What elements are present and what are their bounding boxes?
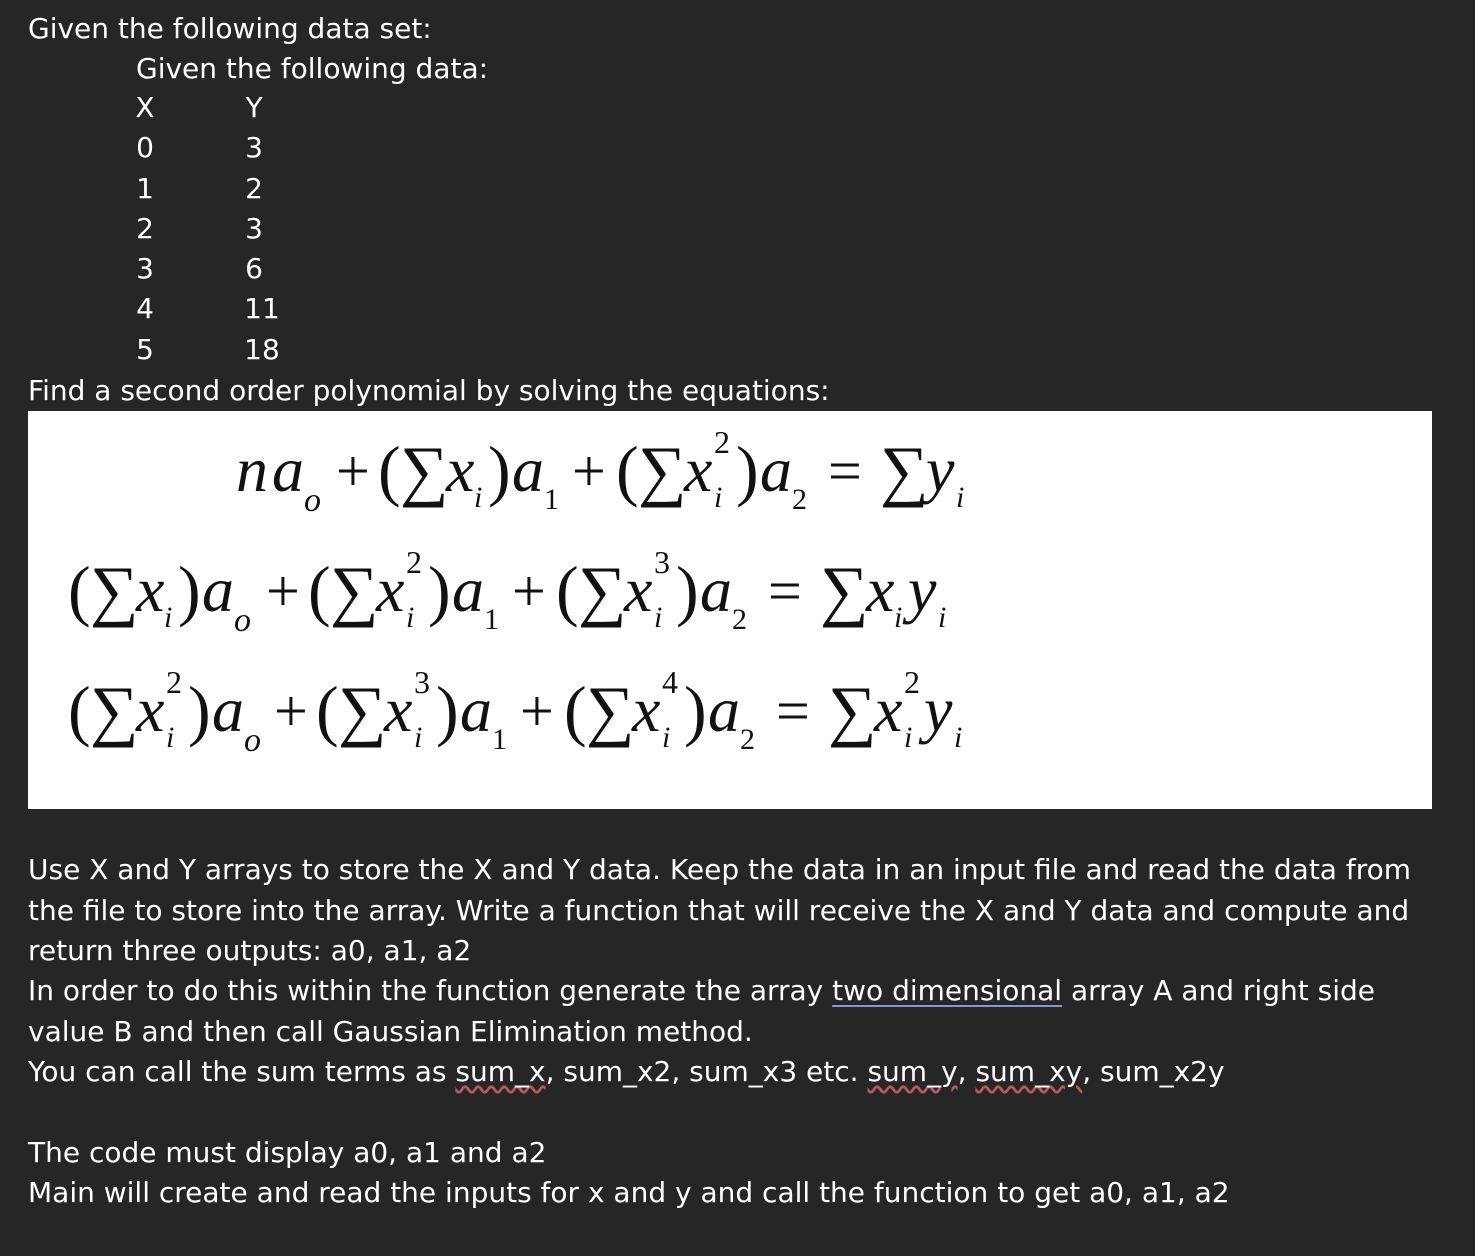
eq1-a1: a: [512, 434, 544, 505]
eq3-x-3-sub: i: [662, 721, 671, 754]
eq3-a0: a: [212, 674, 244, 745]
table-header-row: [128, 88, 308, 128]
eq2-sum-1: ∑: [90, 552, 139, 628]
instructions-line-6-mid: , sum_x2, sum_x3 etc.: [545, 1055, 868, 1088]
table-row: [128, 330, 308, 370]
eq1-paren-close-1: ): [488, 432, 511, 508]
eq3-x-2-sub: i: [414, 721, 423, 754]
eq2-paren-close-2: ): [428, 552, 451, 628]
equation-2: [68, 544, 946, 639]
eq2-equals: =: [768, 558, 802, 624]
eq3-x-4-pow: 2: [904, 664, 920, 700]
eq1-x-2-pow: 2: [714, 424, 730, 460]
eq2-paren-close-1: ): [178, 552, 201, 628]
eq2-paren-close-3: ): [676, 552, 699, 628]
table-row: [128, 209, 308, 249]
eq1-x-1-sub: i: [474, 481, 483, 514]
eq3-x-4-sub: i: [904, 721, 913, 754]
eq2-plus-1: +: [266, 558, 300, 624]
equations-figure: [28, 411, 1432, 809]
eq1-a2-sub: 2: [792, 483, 807, 516]
eq1-equals: =: [828, 438, 862, 504]
eq2-a2-sub: 2: [732, 603, 747, 636]
eq1-a-sub: o: [304, 482, 321, 519]
eq1-sum-2: ∑: [638, 432, 687, 508]
eq1-sum-3: ∑: [880, 432, 929, 508]
eq3-x-1-sub: i: [166, 721, 175, 754]
eq3-x-3: x: [632, 674, 661, 745]
equations-image: [28, 411, 1432, 809]
eq3-a1: a: [460, 674, 492, 745]
instructions-line-6-post: , sum_x2y: [1082, 1055, 1225, 1088]
cell-y: 18: [244, 332, 280, 366]
eq2-x-2-sub: i: [406, 601, 415, 634]
eq2-sum-4: ∑: [820, 552, 869, 628]
spell-flagged-sum-x[interactable]: sum_x: [455, 1055, 546, 1088]
eq2-x-3-pow: 3: [654, 544, 670, 580]
eq2-sum-2: ∑: [330, 552, 379, 628]
eq1-plus-1: +: [336, 438, 370, 504]
eq3-a2-sub: 2: [740, 723, 755, 756]
eq1-paren-open-1: (: [378, 432, 401, 508]
eq2-x-1-sub: i: [164, 601, 173, 634]
eq1-paren-open-2: (: [616, 432, 639, 508]
eq3-sum-1: ∑: [90, 672, 139, 748]
eq3-a0-sub: o: [244, 722, 261, 759]
cell-x: 4: [136, 292, 154, 326]
eq1-n: n: [236, 434, 268, 505]
eq3-a1-sub: 1: [492, 723, 507, 756]
eq3-sum-3: ∑: [586, 672, 635, 748]
eq2-a0: a: [202, 554, 234, 625]
intro-line-2: Given the following data:: [136, 52, 489, 85]
table-row: [128, 169, 308, 209]
eq3-paren-close-3: ): [684, 672, 707, 748]
eq3-y: y: [924, 674, 953, 745]
spell-flagged-sum-y[interactable]: sum_y: [867, 1055, 958, 1088]
eq3-y-sub: i: [954, 721, 963, 754]
grammar-flagged-phrase[interactable]: two dimensional: [832, 974, 1063, 1007]
instructions-line-4: [28, 971, 1375, 1012]
instructions-line-7: The code must display a0, a1 and a2: [28, 1136, 547, 1169]
eq3-paren-close-1: ): [188, 672, 211, 748]
instructions-line-6: [28, 1052, 1225, 1093]
instructions-line-5: value B and then call Gaussian Elimination method.: [28, 1015, 753, 1048]
eq1-x-2: x: [684, 434, 713, 505]
instructions-line-4-post: array A and right side: [1062, 974, 1375, 1007]
eq3-sum-2: ∑: [338, 672, 387, 748]
eq3-plus-1: +: [274, 678, 308, 744]
eq3-x-2-pow: 3: [414, 664, 430, 700]
eq1-paren-close-2: ): [736, 432, 759, 508]
eq2-a1-sub: 1: [484, 603, 499, 636]
cell-y: 3: [245, 131, 263, 165]
spell-flagged-sum-xy[interactable]: sum_xy: [975, 1055, 1083, 1088]
eq3-plus-2: +: [520, 678, 554, 744]
cell-y: 6: [245, 252, 263, 286]
eq1-a2: a: [760, 434, 792, 505]
eq3-x-2: x: [384, 674, 413, 745]
eq2-paren-open-1: (: [68, 552, 91, 628]
eq2-x-3-sub: i: [654, 601, 663, 634]
eq3-x-3-pow: 4: [662, 664, 678, 700]
eq3-sum-4: ∑: [828, 672, 877, 748]
eq1-sum-1: ∑: [400, 432, 449, 508]
instructions-line-4-pre: In order to do this within the function generate the array: [28, 974, 833, 1007]
eq1-plus-2: +: [572, 438, 606, 504]
equation-1: [236, 424, 964, 519]
cell-y: 2: [245, 171, 263, 205]
eq3-equals: =: [776, 678, 810, 744]
eq1-x-1: x: [446, 434, 475, 505]
instructions-line-3: return three outputs: a0, a1, a2: [28, 934, 472, 967]
cell-x: 5: [136, 332, 154, 366]
eq3-x-1-pow: 2: [166, 664, 182, 700]
eq3-a2: a: [708, 674, 740, 745]
eq1-a1-sub: 1: [544, 483, 559, 516]
cell-y: 3: [245, 211, 263, 245]
eq3-paren-close-2: ): [436, 672, 459, 748]
instructions-line-8: Main will create and read the inputs for x and y and call the function to get a0, a1, a2: [28, 1176, 1230, 1209]
eq2-x-3: x: [624, 554, 653, 625]
header-x: X: [135, 91, 155, 124]
eq2-sum-3: ∑: [578, 552, 627, 628]
eq3-paren-open-2: (: [316, 672, 339, 748]
header-y: Y: [245, 91, 263, 124]
instructions-line-1: Use X and Y arrays to store the X and Y data. Keep the data in an input file and read the data from: [28, 853, 1412, 886]
instructions-line-6-pre: You can call the sum terms as: [28, 1055, 456, 1088]
cell-y: 11: [244, 292, 280, 326]
eq2-a0-sub: o: [234, 602, 251, 639]
eq3-paren-open-1: (: [68, 672, 91, 748]
eq2-x-2-pow: 2: [406, 544, 422, 580]
equations-prompt: Find a second order polynomial by solving the equations:: [28, 374, 830, 407]
eq2-x-4: x: [866, 554, 895, 625]
cell-x: 3: [136, 252, 154, 286]
instructions-line-6-comma: ,: [957, 1055, 976, 1088]
eq2-x-4-sub: i: [894, 601, 903, 634]
table-row: [128, 128, 308, 168]
eq2-x-2: x: [376, 554, 405, 625]
eq2-a2: a: [700, 554, 732, 625]
eq2-plus-2: +: [512, 558, 546, 624]
eq2-y-sub: i: [938, 601, 947, 634]
eq2-paren-open-3: (: [556, 552, 579, 628]
cell-x: 0: [136, 131, 154, 165]
eq3-x-1: x: [136, 674, 165, 745]
eq1-y: y: [926, 434, 955, 505]
equation-3: [68, 664, 962, 759]
eq1-y-sub: i: [956, 481, 965, 514]
eq1-a: a: [272, 434, 304, 505]
eq3-x-4: x: [874, 674, 903, 745]
table-row: [128, 289, 308, 329]
eq1-x-2-sub: i: [714, 481, 723, 514]
cell-x: 2: [136, 211, 154, 245]
eq2-x-1: x: [136, 554, 165, 625]
eq3-paren-open-3: (: [564, 672, 587, 748]
table-row: [128, 249, 308, 289]
eq2-paren-open-2: (: [308, 552, 331, 628]
eq2-a1: a: [452, 554, 484, 625]
eq2-y: y: [908, 554, 937, 625]
intro-line-1: Given the following data set:: [28, 12, 432, 45]
cell-x: 1: [136, 171, 154, 205]
data-table: [128, 88, 308, 370]
instructions-line-2: the file to store into the array. Write a function that will receive the X and Y data and compute and: [28, 894, 1410, 927]
